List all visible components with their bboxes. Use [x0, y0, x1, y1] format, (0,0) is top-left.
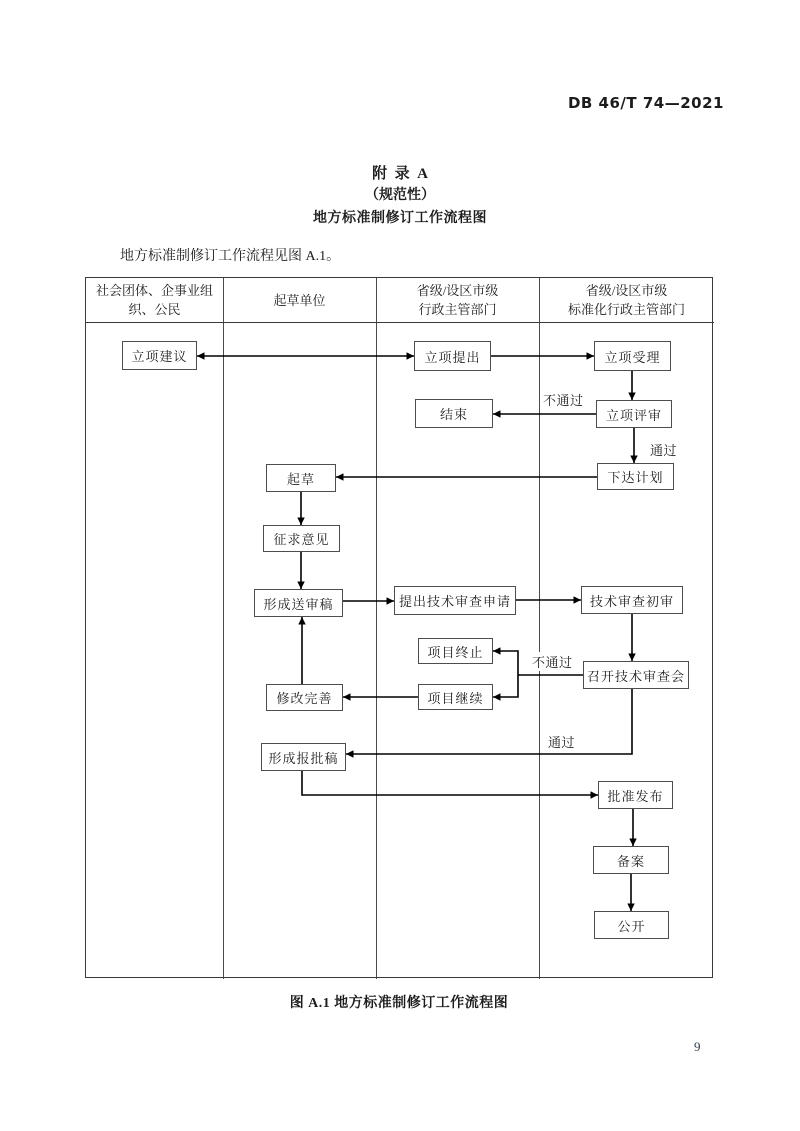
edge-finaldraft-to-publish — [302, 771, 598, 795]
node-project-continue: 项目继续 — [418, 684, 493, 710]
lane-header-line: 织、公民 — [128, 302, 181, 317]
node-form-approval-draft: 形成报批稿 — [261, 743, 346, 771]
node-tech-initial-review: 技术审查初审 — [581, 586, 683, 614]
lane-header-line: 省级/设区市级 — [585, 283, 668, 298]
intro-paragraph: 地方标准制修订工作流程见图 A.1。 — [120, 249, 341, 264]
standard-code: DB 46/T 74—2021 — [567, 94, 724, 112]
node-record-filing: 备案 — [593, 846, 669, 874]
lane-header-line: 行政主管部门 — [418, 302, 497, 317]
edge-label-fail-2: 不通过 — [531, 652, 574, 671]
flowchart-table — [85, 277, 713, 978]
node-approve-publish: 批准发布 — [598, 781, 673, 809]
node-solicit-comments: 征求意见 — [263, 525, 340, 552]
appendix-normative: （规范性） — [365, 188, 435, 203]
appendix-title-block — [0, 163, 800, 231]
node-project-terminate: 项目终止 — [418, 638, 493, 664]
node-form-review-draft: 形成送审稿 — [254, 589, 343, 617]
appendix-title: 附 录 A — [372, 166, 428, 182]
node-project-acceptance: 立项受理 — [594, 341, 671, 371]
lane-header-line: 标准化行政主管部门 — [567, 302, 685, 317]
lane-header-line: 起草单位 — [273, 292, 326, 308]
node-drafting: 起草 — [266, 464, 336, 492]
appendix-heading: 地方标准制修订工作流程图 — [313, 211, 487, 226]
lane-header-line: 社会团体、企事业组 — [95, 283, 213, 298]
edge-label-pass-1: 通过 — [649, 440, 678, 459]
node-tech-review-meeting: 召开技术审查会 — [583, 661, 689, 689]
node-issue-plan: 下达计划 — [597, 463, 674, 490]
edge-label-pass-2: 通过 — [547, 732, 576, 751]
page-number: 9 — [694, 1039, 701, 1054]
node-make-public: 公开 — [594, 911, 669, 939]
lane-header-line: 省级/设区市级 — [416, 283, 499, 298]
node-end: 结束 — [415, 399, 493, 428]
node-tech-review-application: 提出技术审查申请 — [394, 586, 516, 615]
edge-meeting-fail-to-continue — [493, 675, 518, 697]
node-project-review: 立项评审 — [596, 400, 672, 428]
node-revise-improve: 修改完善 — [266, 684, 343, 711]
node-project-proposal: 立项建议 — [122, 341, 197, 370]
edge-label-fail-1: 不通过 — [542, 390, 585, 409]
node-project-submission: 立项提出 — [414, 341, 491, 371]
figure-caption: 图 A.1 地方标准制修订工作流程图 — [289, 996, 509, 1011]
